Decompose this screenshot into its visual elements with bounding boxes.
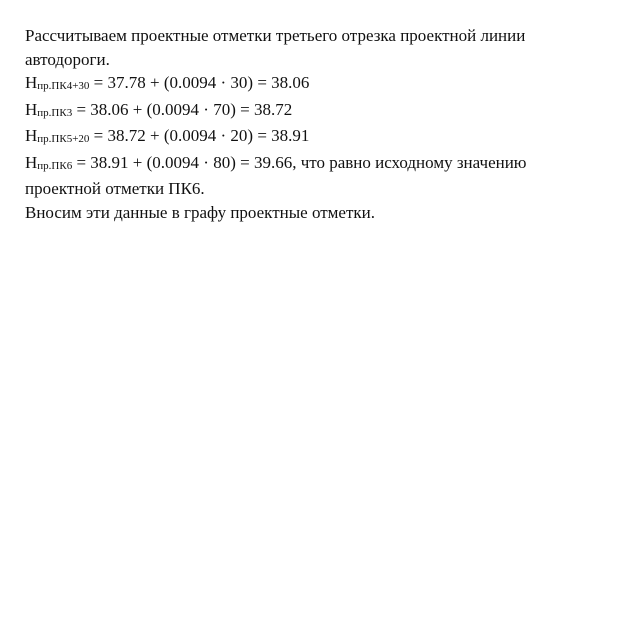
formula-subscript: пр.ПК5+20 (37, 133, 90, 145)
document-body (25, 24, 605, 224)
formula-expression: = 38.72 + (0.0094 · 20) = 38.91 (89, 126, 310, 145)
formula-subscript: пр.ПК4+30 (37, 80, 90, 92)
intro-text-line-2: автодороги. (25, 49, 110, 69)
formula-pk6 (25, 151, 605, 178)
closing-text-line: Вносим эти данные в графу проектные отметки. (25, 202, 376, 222)
formula-pk4-30 (25, 71, 605, 98)
formula-subscript: пр.ПК3 (37, 106, 73, 119)
formula-pk5-20 (25, 124, 605, 151)
formula-pk3 (25, 98, 605, 125)
formula-subscript: пр.ПК6 (37, 159, 73, 172)
elevation-symbol: H (25, 152, 38, 172)
formula-expression: = 37.78 + (0.0094 · 30) = 38.06 (89, 73, 310, 92)
elevation-symbol: H (25, 73, 38, 92)
intro-text-line-1: Рассчитываем проектные отметки третьего отрезка проектной линии (25, 26, 526, 45)
formula-expression: = 38.06 + (0.0094 · 70) = 38.72 (72, 99, 293, 119)
continuation-text-line: проектной отметки ПК6. (25, 179, 205, 198)
elevation-symbol: H (25, 126, 38, 145)
elevation-symbol: H (25, 99, 38, 119)
formula-expression: = 38.91 + (0.0094 · 80) = 39.66, что равно исходному значению (72, 152, 527, 172)
